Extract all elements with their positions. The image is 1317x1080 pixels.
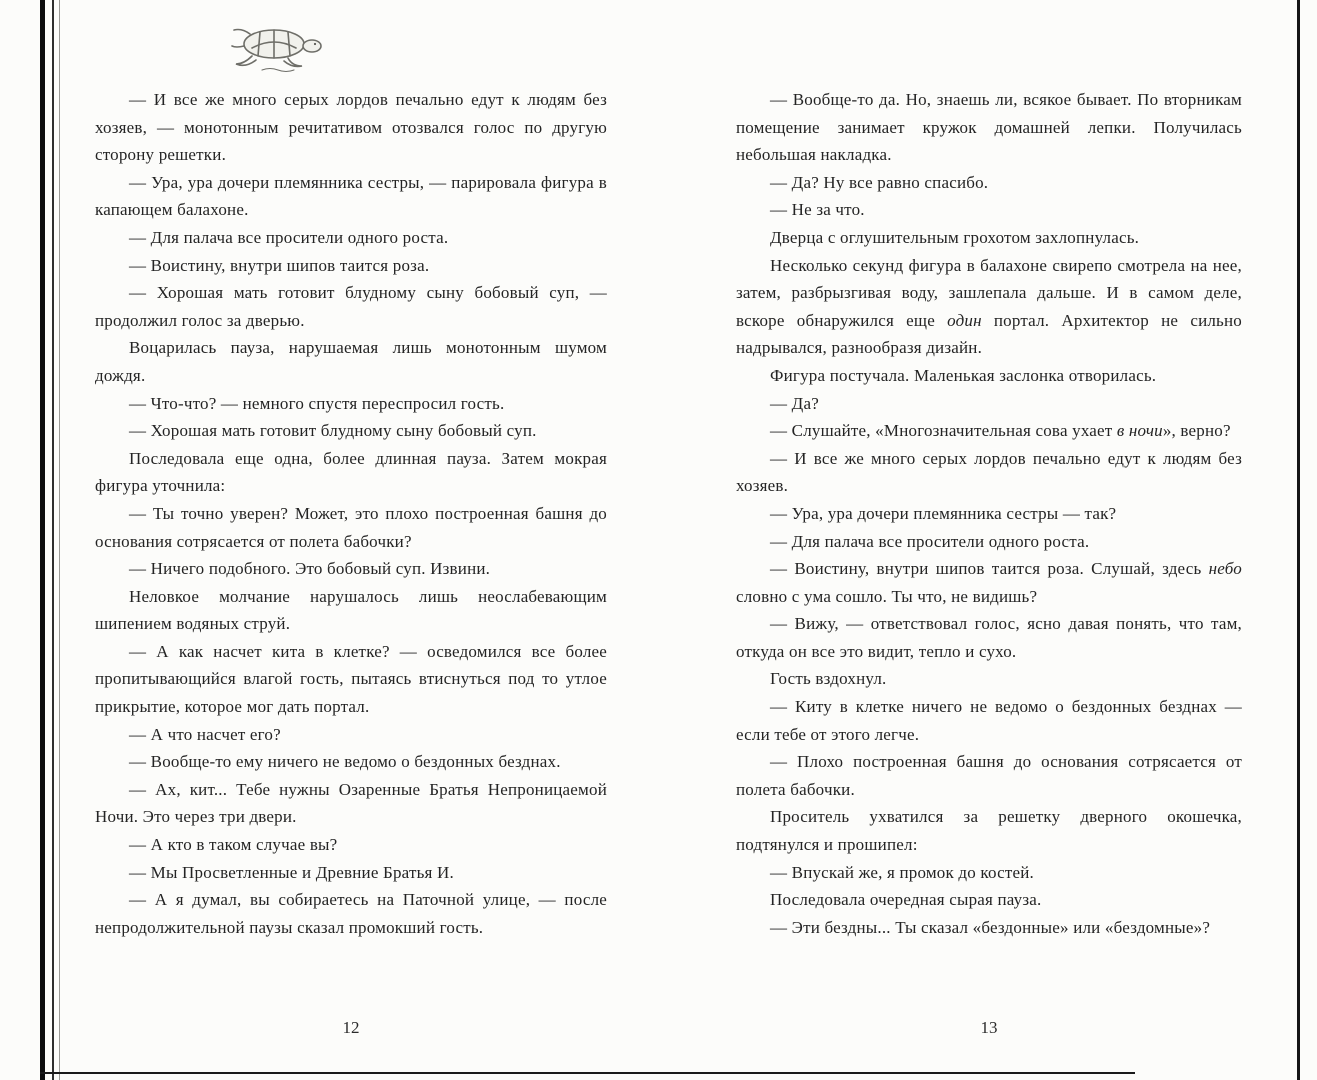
paragraph: — Вообще-то ему ничего не ведомо о бездонных безднах. <box>129 752 561 772</box>
paragraph: — Впускай же, я промок до костей. <box>770 862 1034 882</box>
binding-line <box>52 0 54 1080</box>
paragraph: — Ничего подобного. Это бобовый суп. Извини. <box>129 559 491 579</box>
paragraph: — А я думал, вы собираетесь на Паточной улице, — после непродолжительной паузы сказал промокший гость. <box>95 890 607 937</box>
paragraph: — Ах, кит... Тебе нужны Озаренные Братья Непроницаемой Ночи. Это через три двери. <box>95 779 607 827</box>
paragraph: — Для палача все просители одного роста. <box>770 531 1090 551</box>
paragraph: — Хорошая мать готовит блудному сыну бобовый суп. <box>129 421 537 441</box>
binding-line <box>40 0 45 1080</box>
paragraph: — Что-что? — немного спустя переспросил гость. <box>129 393 505 413</box>
paragraph: Несколько секунд фигура в балахоне свирепо смотрела на нее, затем, разбрызгивая воду, зашлепала дальше. И в самом деле, вскоре обнаружился еще один портал. Архитектор не сильно надрывался, разнообразя дизайн. <box>736 255 1242 358</box>
paragraph: Гость вздохнул. <box>770 669 887 689</box>
paragraph: Проситель ухватился за решетку дверного окошечка, подтянулся и прошипел: <box>736 807 1242 855</box>
paragraph: — А как насчет кита в клетке? — осведомился все более пропитывающийся влагой гость, пытаясь втиснуться под то утлое прикрытие, которое мог дать портал. <box>95 641 607 717</box>
turtle-illustration <box>222 20 332 76</box>
paragraph: — Да? Ну все равно спасибо. <box>770 172 989 192</box>
paragraph: Дверца с оглушительным грохотом захлопнулась. <box>770 227 1140 247</box>
scan-bottom-edge <box>40 1072 1135 1074</box>
paragraph: — Ура, ура дочери племянника сестры — так? <box>770 503 1117 523</box>
page-12-text <box>95 86 607 941</box>
page-13-text <box>736 86 1242 941</box>
page-number-right: 13 <box>980 1018 998 1037</box>
paragraph: — Ты точно уверен? Может, это плохо построенная башня до основания сотрясается от полета бабочки? <box>95 503 607 551</box>
paragraph: Последовала еще одна, более длинная пауза. Затем мокрая фигура уточнила: <box>95 448 607 496</box>
paragraph: Последовала очередная сырая пауза. <box>770 890 1042 910</box>
paragraph: — Воистину, внутри шипов таится роза. Слушай, здесь небо словно с ума сошло. Ты что, не видишь? <box>736 559 1242 606</box>
paragraph: — Эти бездны... Ты сказал «бездонные» или «бездомные»? <box>770 917 1211 937</box>
paragraph: Неловкое молчание нарушалось лишь неослабевающим шипением водяных струй. <box>95 586 607 634</box>
paragraph: — Вообще-то да. Но, знаешь ли, всякое бывает. По вторникам помещение занимает кружок домашней лепки. Получилась небольшая накладка. <box>736 90 1242 165</box>
paragraph: — Киту в клетке ничего не ведомо о бездонных безднах — если тебе от этого легче. <box>736 697 1242 744</box>
paragraph: — Хорошая мать готовит блудному сыну бобовый суп, — продолжил голос за дверью. <box>95 283 607 330</box>
paragraph: — И все же много серых лордов печально едут к людям без хозяев. <box>736 448 1242 496</box>
paragraph: — Слушайте, «Многозначительная сова ухает в ночи», верно? <box>770 421 1231 441</box>
paragraph: — А кто в таком случае вы? <box>129 835 338 855</box>
paragraph: Воцарилась пауза, нарушаемая лишь монотонным шумом дождя. <box>95 338 607 385</box>
paragraph: — И все же много серых лордов печально едут к людям без хозяев, — монотонным речитативом отозвался голос по другую сторону решетки. <box>95 90 607 165</box>
paragraph: — Ура, ура дочери племянника сестры, — парировала фигура в капающем балахоне. <box>95 172 607 220</box>
paragraph: — Для палача все просители одного роста. <box>129 227 449 247</box>
paragraph: — Плохо построенная башня до основания сотрясается от полета бабочки. <box>736 752 1242 799</box>
page-edge-line <box>1297 0 1300 1080</box>
paragraph: — Воистину, внутри шипов таится роза. <box>129 255 430 275</box>
paragraph: — Да? <box>770 393 819 413</box>
page-number-left: 12 <box>342 1018 360 1037</box>
paragraph: — Вижу, — ответствовал голос, ясно давая понять, что там, откуда он все это видит, тепло и сухо. <box>736 614 1242 661</box>
paragraph: — А что насчет его? <box>129 724 281 744</box>
paragraph: Фигура постучала. Маленькая заслонка отворилась. <box>770 365 1157 385</box>
paragraph: — Не за что. <box>770 200 865 220</box>
binding-line <box>59 0 60 1080</box>
paragraph: — Мы Просветленные и Древние Братья И. <box>129 862 454 882</box>
